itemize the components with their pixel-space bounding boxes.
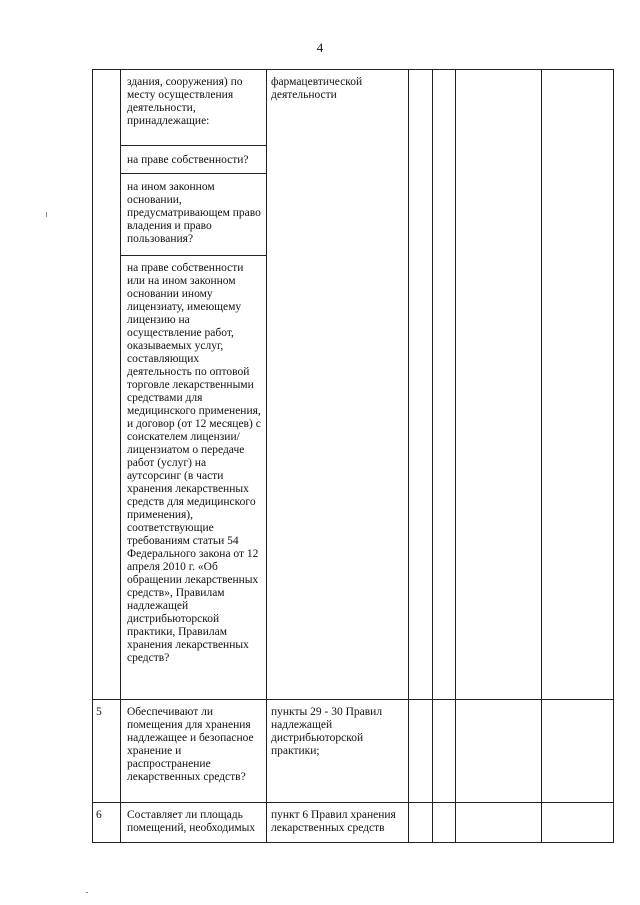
requirement-text: Обеспечивают ли помещения для хранения надлежащее и безопасное хранение и распространение лекарственных средств? (127, 706, 254, 783)
column-divider (432, 69, 433, 842)
table-border-bottom (92, 842, 614, 843)
row-divider (92, 802, 614, 803)
table-border-left (92, 69, 93, 842)
row-divider (92, 699, 614, 700)
table-border-top (92, 69, 614, 70)
row-number: 5 (96, 706, 102, 718)
column-divider (408, 69, 409, 842)
column-divider (541, 69, 542, 842)
requirement-option: на праве собственности или на ином законном основании иному лицензиату, имеющему лицензию на осуществление работ, оказываемых услуг, составляющих деятельность по оптовой торговле лекарственными средствами для медицинского применения, и договор (от 12 месяцев) с соискателем лицензии/лицензиатом о передаче работ (услуг) на аутсорсинг (в части хранения лекарственных средств для медицинского применения), соответствующие требованиям статьи 54 Федерального закона от 12 апреля 2010 г. «Об обращении лекарственных средств», Правилам надлежащей дистрибьюторской практики, Правилам хранения лекарственных средств? (127, 262, 261, 664)
column-divider (266, 69, 267, 842)
legal-basis-text: пункты 29 - 30 Правил надлежащей дистрибьюторской практики; (271, 706, 383, 757)
requirement-option: на ином законном основании, предусматривающем право владения и право пользования? (127, 181, 261, 245)
column-divider (455, 69, 456, 842)
requirement-option: на праве собственности? (127, 154, 249, 166)
row-number: 6 (96, 809, 102, 821)
row-divider (120, 255, 266, 256)
requirement-text: здания, сооружения) по месту осуществления деятельности, принадлежащие: (127, 76, 243, 127)
requirement-text: Составляет ли площадь помещений, необходимых (127, 809, 256, 834)
legal-basis-text: пункт 6 Правил хранения лекарственных средств (271, 809, 396, 834)
page-number: 4 (316, 40, 324, 55)
scan-speck (86, 892, 88, 893)
table-border-right (613, 69, 614, 842)
row-divider (120, 173, 266, 174)
legal-basis-text: фармацевтической деятельности (271, 76, 363, 101)
row-divider (120, 145, 266, 146)
scan-speck (46, 212, 47, 217)
column-divider (120, 69, 121, 842)
